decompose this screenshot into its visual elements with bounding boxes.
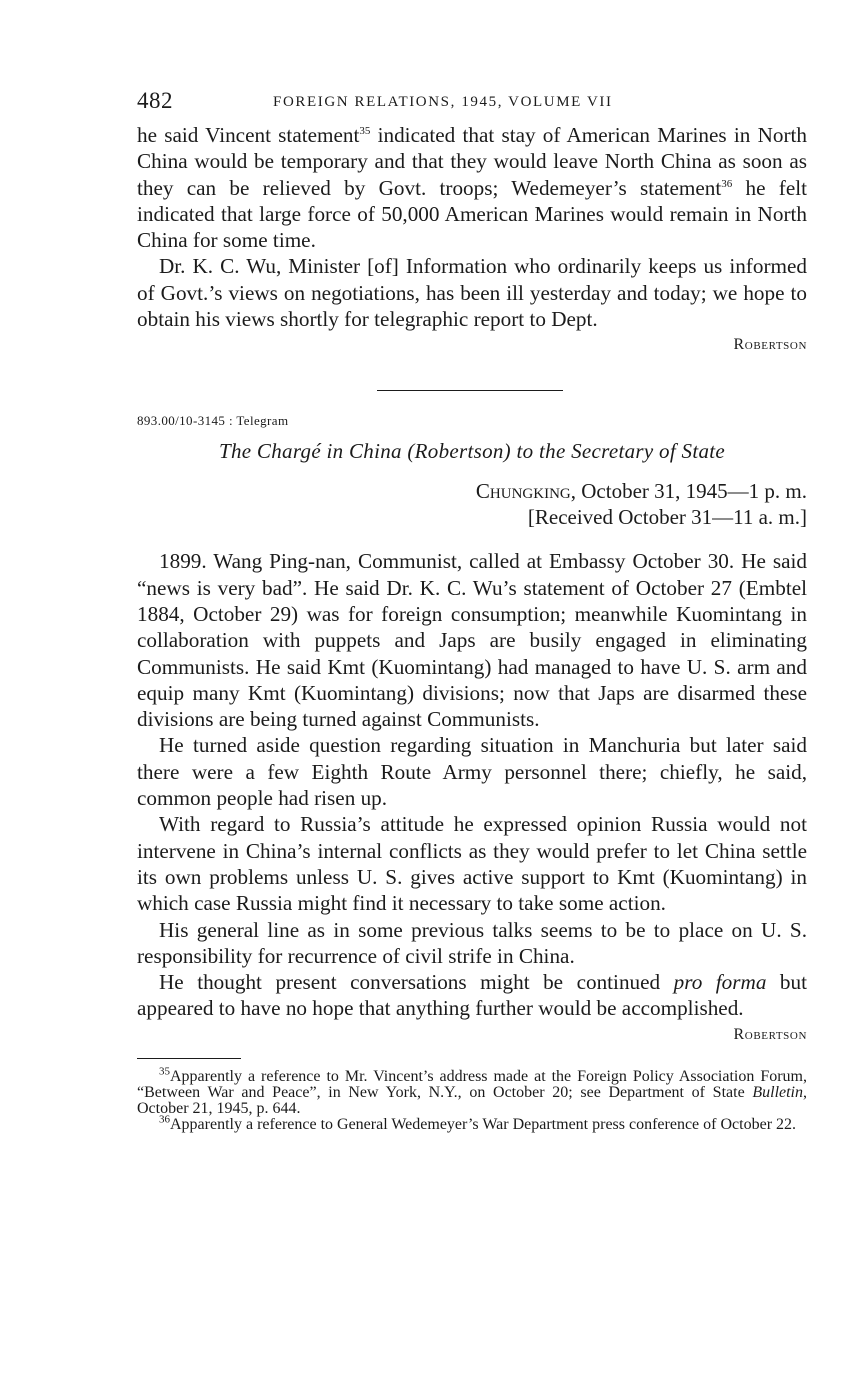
footnote-36: $^{36}$Apparently a reference to General Wedemeyer’s War Department press conference of October 22. [159,1113,797,1133]
running-head [137,88,807,118]
section-divider [377,390,563,391]
footnote-ref-35: 35 [359,124,371,137]
body-paragraph: He thought present conversations might be continued pro forma but appeared to have no hope that anything further would be accomplished. [137,970,807,1021]
dateline-place: Chungking [475,479,571,504]
signature: Robertson [733,336,807,354]
page-number: 482 [137,88,173,113]
body-paragraph: 1899. Wang Ping-nan, Communist, called at Embassy October 30. He said “news is very bad”. He said Dr. K. C. Wu’s statement of October 27 (Embtel 1884, October 29) was for foreign consumption; meanwhile Kuomintang in collaboration with puppets and Japs are busily engaged in eliminating Communists. He said Kmt (Kuomintang) had managed to have U. S. arm and equip many Kmt (Kuomintang) divisions; now that Japs are disarmed these divisions are being turned against Communists. [137,549,807,732]
body-paragraph: His general line as in some previous talks seems to be to place on U. S. responsibility for recurrence of civil strife in China. [137,917,807,968]
footnote-35: $^{35}$Apparently a reference to Mr. Vincent’s address made at the Foreign Policy Association Forum, “Between War and Peace”, in New York, N.Y., on October 20; see Department of State Bulletin, October 21, 1945, p. 644. [137,1065,807,1117]
body-paragraph: He turned aside question regarding situation in Manchuria but later said there were a few Eighth Route Army personnel there; chiefly, he said, common people had risen up. [137,733,807,811]
continuation-paragraph: he said Vincent statement$^{35}$ indicated that stay of American Marines in North China would be temporary and that they would leave North China as soon as they can be relieved by Govt. troops; Wedemeyer’s statement$^{36}$ he felt indicated that large force of 50,000 American Marines would remain in North China for some time. [137,123,808,253]
continuation-paragraph: Dr. K. C. Wu, Minister [of] Information who ordinarily keeps us informed of Govt.’s views on negotiations, has been ill yesterday and today; we hope to obtain his views shortly for telegraphic report to Dept. [137,254,807,332]
footnote-ref-36: 36 [721,177,733,190]
file-reference: 893.00/10-3145 : Telegram [137,413,289,429]
received-line: [Received October 31—11 a. m.] [527,505,807,530]
dateline-date: , October 31, 1945—1 p. m. [570,479,807,504]
italic-phrase: pro forma [673,970,767,995]
dateline [137,478,807,530]
telegram-body [137,548,807,1021]
document-title: The Chargé in China (Robertson) to the Secretary of State [218,439,726,464]
body-paragraph: With regard to Russia’s attitude he expressed opinion Russia would not intervene in China’s internal conflicts as they would prefer to let China settle its own problems unless U. S. gives active support to Kmt (Kuomintang) in which case Russia might find it necessary to take some action. [137,812,807,916]
footnote-rule [137,1058,241,1059]
running-title: FOREIGN RELATIONS, 1945, VOLUME VII [273,94,613,110]
document-page [137,88,807,1133]
signature: Robertson [733,1025,807,1043]
